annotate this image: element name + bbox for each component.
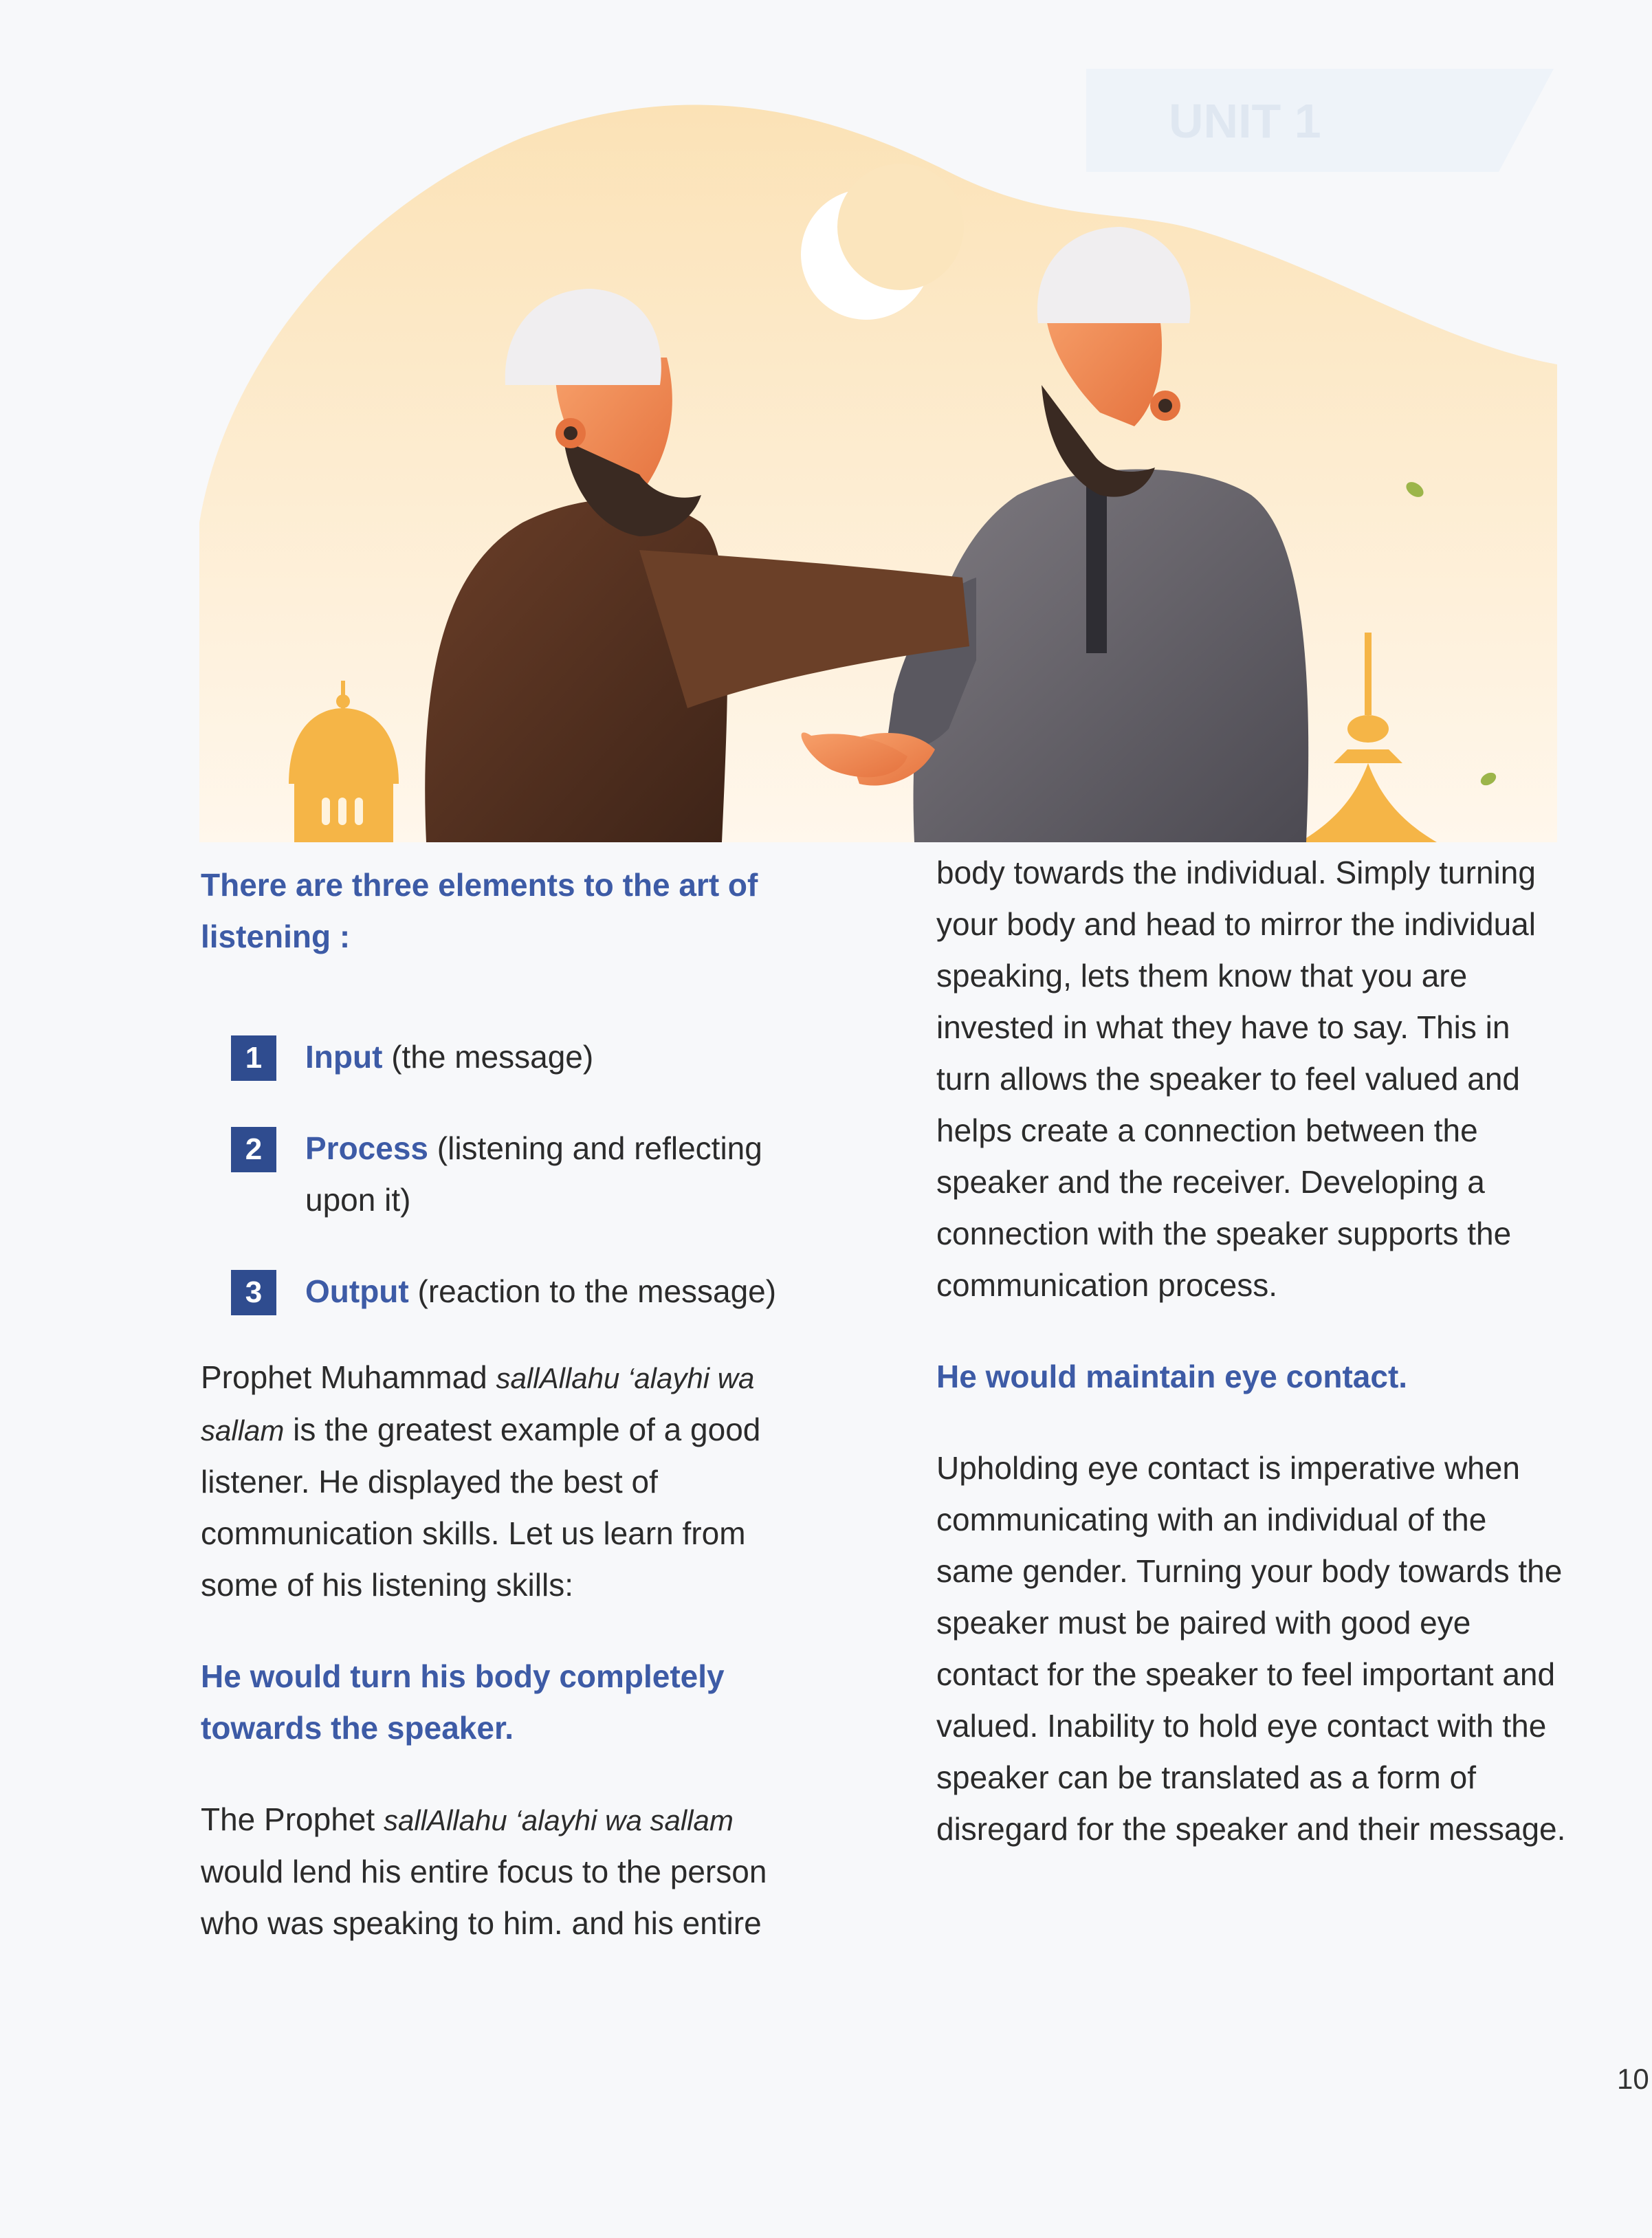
left-column [201, 859, 819, 1949]
para1-honorific: sallAllahu ‘alayhi wa sallam [201, 1362, 755, 1447]
element-term: Input [305, 1039, 383, 1075]
handshake-illustration [0, 0, 1652, 853]
page-number: 10 [1617, 2063, 1649, 2095]
element-desc: (listening and reflecting upon it) [305, 1130, 762, 1218]
para2-honorific: sallAllahu ‘alayhi wa sallam [383, 1804, 734, 1836]
element-desc: (the message) [391, 1039, 594, 1075]
para1-text-a: Prophet Muhammad [201, 1359, 496, 1395]
paragraph-eye-contact: Upholding eye contact is imperative when communicating with an individual of the same gender. Turning your body towards the speaker must be paired with good eye contact for the speaker to feel important and valued. Inability to hold eye contact with the speaker can be translated as a form of disregard for the speaker and their message. [936, 1450, 1566, 1847]
number-badge: 1 [231, 1035, 276, 1081]
para2-text-a: The Prophet [201, 1801, 384, 1837]
intro-heading: There are three elements to the art of listening : [201, 867, 758, 954]
right-column [936, 855, 1569, 1855]
element-term: Output [305, 1273, 409, 1309]
list-item [231, 1266, 819, 1317]
heading-eye-contact: He would maintain eye contact. [936, 1359, 1408, 1394]
unit-tab-label: UNIT 1 [1169, 94, 1321, 148]
heading-turn-body: He would turn his body completely towards the speaker. [201, 1658, 725, 1746]
element-term: Process [305, 1130, 429, 1166]
number-badge: 3 [231, 1270, 276, 1315]
list-item [231, 1123, 819, 1226]
paragraph-prophet-example [201, 1352, 819, 1611]
para1-text-b: is the greatest example of a good listener. He displayed the best of communication skills. Let us learn from some of his listening skills: [201, 1412, 761, 1603]
elements-list [231, 1031, 819, 1317]
paragraph-focus [201, 1794, 819, 1949]
paragraph-body-towards: body towards the individual. Simply turning your body and head to mirror the individual speaking, lets them know that you are invested in what they have to say. This in turn allows the speaker to feel valued and helps create a connection between the speaker and the receiver. Developing a connection with the speaker supports the communication process. [936, 855, 1536, 1303]
element-desc: (reaction to the message) [417, 1273, 777, 1309]
list-item [231, 1031, 819, 1083]
para2-text-b: would lend his entire focus to the person who was speaking to him. and his entire [201, 1854, 767, 1941]
number-badge: 2 [231, 1127, 276, 1172]
